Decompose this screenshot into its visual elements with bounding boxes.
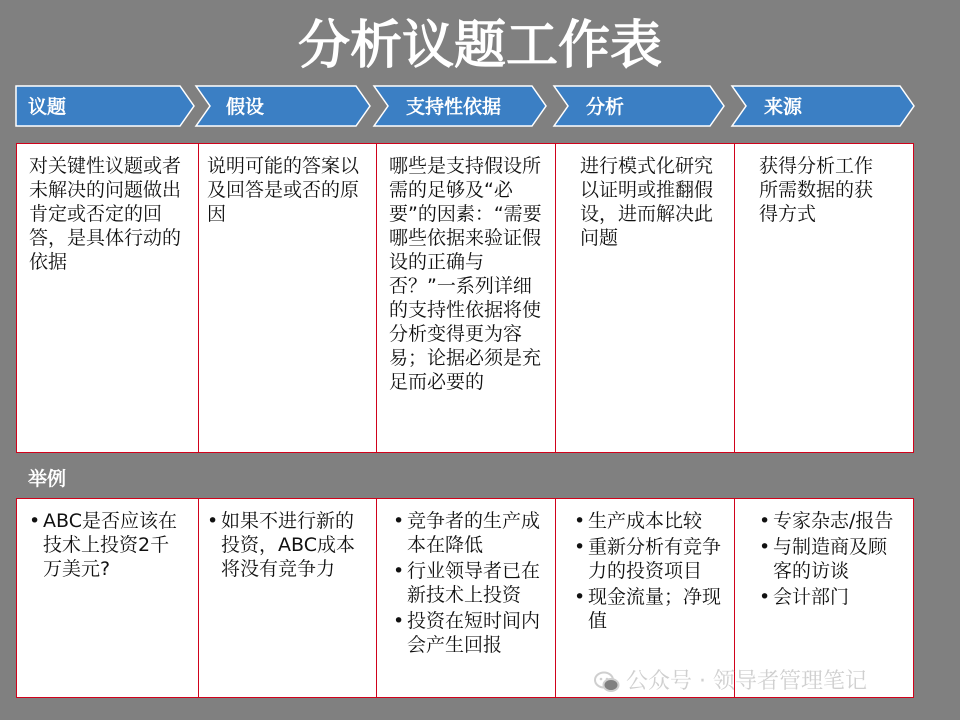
example-item: • 投资在短时间内会产生回报 <box>393 609 543 657</box>
example-item: • 竞争者的生产成本在降低 <box>393 509 543 557</box>
example-cell-support <box>377 499 556 697</box>
chevron-step-4 <box>554 86 724 126</box>
example-item: • 重新分析有竞争力的投资项目 <box>574 535 722 583</box>
example-item: • 生产成本比较 <box>574 509 722 533</box>
example-item: • 如果不进行新的投资，ABC成本将没有竞争力 <box>207 509 362 581</box>
example-item: • 专家杂志/报告 <box>759 509 897 533</box>
process-chevrons <box>0 84 960 128</box>
example-item: • 与制造商及顾客的访谈 <box>759 535 897 583</box>
example-item: • ABC是否应该在技术上投资2千万美元? <box>29 509 186 581</box>
definition-cell-analysis: 进行模式化研究以证明或推翻假设，进而解决此问题 <box>556 144 735 452</box>
example-item: • 会计部门 <box>759 585 897 609</box>
examples-label: 举例 <box>28 468 67 490</box>
page-title: 分析议题工作表 <box>297 16 662 76</box>
step-label-support: 支持性依据 <box>406 96 502 118</box>
step-label-analysis: 分析 <box>586 96 625 118</box>
watermark <box>594 668 867 696</box>
example-cell-issue <box>17 499 199 697</box>
wechat-icon <box>594 669 620 695</box>
example-item: • 行业领导者已在新技术上投资 <box>393 559 543 607</box>
definition-cell-issue: 对关键性议题或者未解决的问题做出肯定或否定的回答，是具体行动的依据 <box>17 144 199 452</box>
watermark-text: 公众号 · 领导者管理笔记 <box>626 669 867 694</box>
step-label-source: 来源 <box>764 96 803 118</box>
chevron-step-2 <box>196 86 370 126</box>
example-cell-hypothesis <box>199 499 377 697</box>
definitions-row <box>16 143 914 453</box>
definition-cell-source: 获得分析工作所需数据的获得方式 <box>759 155 874 225</box>
definition-cell-hypothesis: 说明可能的答案以及回答是或否的原因 <box>199 144 377 452</box>
chevron-step-5 <box>732 86 914 126</box>
step-label-hypothesis: 假设 <box>226 96 265 118</box>
example-item: • 现金流量；净现值 <box>574 585 722 633</box>
definition-cell-support: 哪些是支持假设所需的足够及“必要”的因素：“需要哪些依据来验证假设的正确与否？”一系列详细的支持性依据将使分析变得更为容易；论据必须是充足而必要的 <box>377 144 556 452</box>
step-label-issue: 议题 <box>28 96 67 118</box>
